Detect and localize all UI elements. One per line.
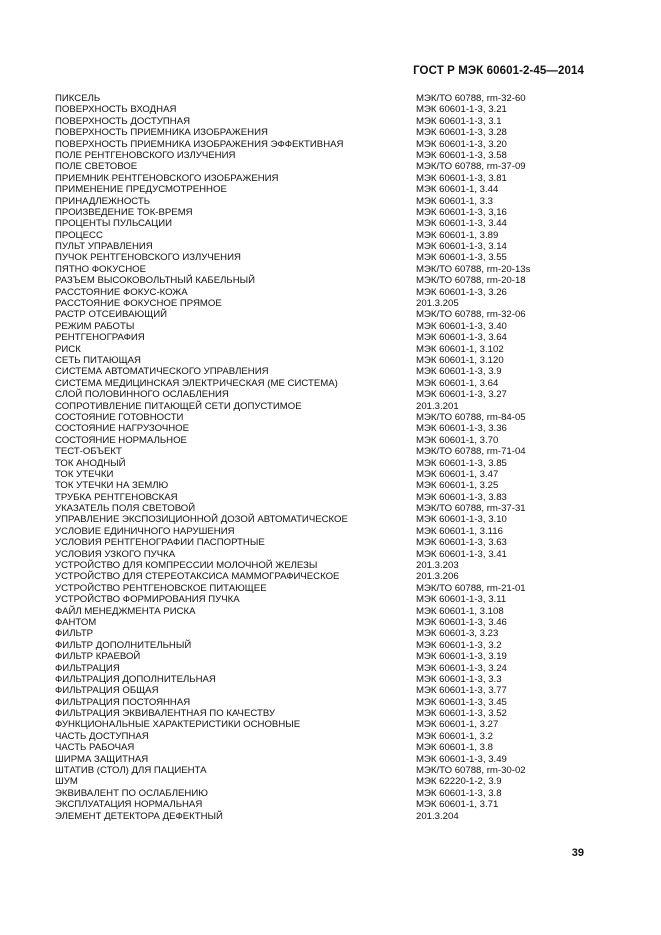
index-reference: МЭК 62220-1-2, 3.9 [416,776,502,788]
index-entry [55,640,590,651]
index-entry [55,708,590,719]
index-term: РАССТОЯНИЕ ФОКУСНОЕ ПРЯМОЕ [55,298,222,310]
index-term: ПОВЕРХНОСТЬ ПРИЕМНИКА ИЗОБРАЖЕНИЯ [55,127,268,139]
index-term: РЕЖИМ РАБОТЫ [55,320,135,332]
index-reference: МЭК 60601-1, 3.27 [416,719,499,731]
index-entry [55,663,590,674]
index-entry [55,139,590,150]
index-entry [55,719,590,730]
index-reference: МЭК/ТО 60788, rm-37-09 [416,161,526,173]
index-term: ФАЙЛ МЕНЕДЖМЕНТА РИСКА [55,605,196,617]
index-reference: 201.3.206 [416,571,459,583]
index-reference: МЭК 60601-1, 3.47 [416,468,499,480]
index-entry [55,287,590,298]
index-entry [55,742,590,753]
index-term: ФИЛЬТРАЦИЯ ПОСТОЯННАЯ [55,696,191,708]
index-entry [55,116,590,127]
index-reference: МЭК 60601-1, 3.120 [416,354,504,366]
index-reference: 201.3.205 [416,298,459,310]
index-term: ПРОИЗВЕДЕНИЕ ТОК-ВРЕМЯ [55,206,193,218]
index-term: ФИЛЬТРАЦИЯ ЭКВИВАЛЕНТНАЯ ПО КАЧЕСТВУ [55,708,275,720]
index-term: ЭКВИВАЛЕНТ ПО ОСЛАБЛЕНИЮ [55,787,208,799]
index-term: ПОЛЕ СВЕТОВОЕ [55,161,138,173]
index-entry [55,628,590,639]
index-term: ПОВЕРХНОСТЬ ВХОДНАЯ [55,104,177,116]
index-entry [55,606,590,617]
index-term: ТРУБКА РЕНТГЕНОВСКАЯ [55,491,178,503]
index-entry [55,184,590,195]
index-term: ТОК УТЕЧКИ НА ЗЕМЛЮ [55,480,169,492]
index-entry [55,435,590,446]
index-entry [55,617,590,628]
index-entry [55,252,590,263]
index-entry [55,788,590,799]
index-reference: МЭК 60601-1-3, 3.63 [416,537,507,549]
index-reference: МЭК 60601-1-3, 3.8 [416,787,502,799]
index-term: ТОК УТЕЧКИ [55,468,114,480]
index-term: РАСТР ОТСЕИВАЮЩИЙ [55,309,167,321]
index-term: РАССТОЯНИЕ ФОКУС-КОЖА [55,286,188,298]
index-term: ШИРМА ЗАЩИТНАЯ [55,753,149,765]
index-entry [55,754,590,765]
index-entry [55,526,590,537]
index-entry [55,731,590,742]
index-entry [55,423,590,434]
index-entry [55,298,590,309]
index-reference: МЭК 60601-1, 3.64 [416,377,499,389]
index-entry [55,275,590,286]
index-term: УСТРОЙСТВО ДЛЯ СТЕРЕОТАКСИСА МАММОГРАФИЧЕСКОЕ [55,571,340,583]
index-reference: МЭК/ТО 60788, rm-20-13s [416,263,531,275]
index-term: ПРИЕМНИК РЕНТГЕНОВСКОГО ИЗОБРАЖЕНИЯ [55,172,279,184]
index-reference: МЭК 60601-1, 3.71 [416,799,499,811]
index-term: РИСК [55,343,81,355]
index-term: ТОК АНОДНЫЙ [55,457,126,469]
index-reference: МЭК/ТО 60788, rm-32-60 [416,93,526,104]
index-entry [55,332,590,343]
index-term: ТЕСТ-ОБЪЕКТ [55,446,122,458]
index-entry [55,218,590,229]
index-reference: МЭК/ТО 60788, rm-20-18 [416,275,526,287]
index-term: ПУЛЬТ УПРАВЛЕНИЯ [55,241,153,253]
index-entry [55,549,590,560]
index-entry [55,93,590,104]
index-term: ПРОЦЕНТЫ ПУЛЬСАЦИИ [55,218,173,230]
index-reference: МЭК 60601-1, 3.89 [416,229,499,241]
index-entry [55,765,590,776]
index-reference: 201.3.204 [416,810,459,822]
index-entry [55,366,590,377]
index-term: УСТРОЙСТВО ФОРМИРОВАНИЯ ПУЧКА [55,594,240,606]
index-reference: МЭК 60601-1-3, 3.64 [416,332,507,344]
index-term: ПРОЦЕСС [55,229,103,241]
index-reference: МЭК 60601-1-3, 3.36 [416,423,507,435]
index-term: СОСТОЯНИЕ ГОТОВНОСТИ [55,411,184,423]
index-term: СИСТЕМА АВТОМАТИЧЕСКОГО УПРАВЛЕНИЯ [55,366,269,378]
index-entry [55,674,590,685]
index-term: ФИЛЬТРАЦИЯ [55,662,120,674]
index-term: ЭКСПЛУАТАЦИЯ НОРМАЛЬНАЯ [55,799,203,811]
page-number: 39 [571,847,584,859]
index-term: ПУЧОК РЕНТГЕНОВСКОГО ИЗЛУЧЕНИЯ [55,252,241,264]
index-reference: МЭК 60601-1-3, 3.26 [416,286,507,298]
index-entry [55,571,590,582]
index-entry [55,594,590,605]
index-reference: МЭК 60601-1-3, 3.83 [416,491,507,503]
index-reference: МЭК 60601-1, 3.2 [416,730,494,742]
index-reference: МЭК 60601-1-3, 3.14 [416,241,507,253]
index-term: СИСТЕМА МЕДИЦИНСКАЯ ЭЛЕКТРИЧЕСКАЯ (МЕ СИСТЕМА) [55,377,338,389]
document-header: ГОСТ Р МЭК 60601-2-45—2014 [413,65,584,77]
index-term: ФИЛЬТРАЦИЯ ОБЩАЯ [55,685,159,697]
index-term: УСТРОЙСТВО ДЛЯ КОМПРЕССИИ МОЛОЧНОЙ ЖЕЛЕЗЫ [55,560,318,572]
index-term: ПЯТНО ФОКУСНОЕ [55,263,147,275]
index-reference: 201.3.203 [416,560,459,572]
index-reference: МЭК 60601-1-3, 3.3 [416,673,502,685]
index-entry [55,196,590,207]
index-reference: МЭК 60601-1, 3.116 [416,525,503,537]
index-entry [55,230,590,241]
index-reference: МЭК 60601-1-3, 3.10 [416,514,507,526]
index-term: ЧАСТЬ РАБОЧАЯ [55,742,135,754]
index-reference: МЭК 60601-1-3, 3.28 [416,127,507,139]
index-entry [55,173,590,184]
index-reference: МЭК 60601-1-3, 3.49 [416,753,507,765]
index-reference: МЭК 60601-1-3, 3.9 [416,366,502,378]
index-reference: МЭК 60601-1, 3.108 [416,605,504,617]
index-entry [55,480,590,491]
index-term: СОСТОЯНИЕ НОРМАЛЬНОЕ [55,434,187,446]
index-term: ШУМ [55,776,78,788]
index-reference: МЭК 60601-1-3, 3.52 [416,708,507,720]
index-reference: МЭК 60601-1-3, 3.1 [416,115,502,127]
index-term: ПИКСЕЛЬ [55,93,101,104]
index-entry [55,583,590,594]
index-reference: МЭК/ТО 60788, rm-71-04 [416,446,526,458]
index-term: ЧАСТЬ ДОСТУПНАЯ [55,730,149,742]
index-term: ФИЛЬТРАЦИЯ ДОПОЛНИТЕЛЬНАЯ [55,673,216,685]
index-term: ФИЛЬТР [55,628,94,640]
index-entry [55,401,590,412]
index-reference: МЭК 60601-3, 3.23 [416,628,499,640]
index-entry [55,150,590,161]
index-term: СОСТОЯНИЕ НАГРУЗОЧНОЕ [55,423,190,435]
index-entry [55,412,590,423]
index-reference: 201.3.201 [416,400,459,412]
term-index-list [55,93,590,822]
index-entry [55,811,590,822]
index-term: ЭЛЕМЕНТ ДЕТЕКТОРА ДЕФЕКТНЫЙ [55,810,223,822]
index-reference: МЭК/ТО 60788, rm-37-31 [416,503,526,515]
index-term: УСЛОВИЯ РЕНТГЕНОГРАФИИ ПАСПОРТНЫЕ [55,537,265,549]
index-entry [55,799,590,810]
index-entry [55,685,590,696]
index-reference: МЭК 60601-1-3, 3.19 [416,651,507,663]
index-term: УКАЗАТЕЛЬ ПОЛЯ СВЕТОВОЙ [55,503,196,515]
index-entry [55,161,590,172]
index-term: УСТРОЙСТВО РЕНТГЕНОВСКОЕ ПИТАЮЩЕЕ [55,582,267,594]
index-entry [55,697,590,708]
index-term: СЕТЬ ПИТАЮЩАЯ [55,354,141,366]
index-term: СЛОЙ ПОЛОВИННОГО ОСЛАБЛЕНИЯ [55,389,229,401]
index-reference: МЭК 60601-1-3, 3.11 [416,594,507,606]
index-term: ПОЛЕ РЕНТГЕНОВСКОГО ИЗЛУЧЕНИЯ [55,149,236,161]
index-reference: МЭК 60601-1-3, 3.40 [416,320,507,332]
index-reference: МЭК 60601-1, 3.25 [416,480,499,492]
index-term: ПРИНАДЛЕЖНОСТЬ [55,195,151,207]
index-reference: МЭК 60601-1-3, 3.45 [416,696,507,708]
index-reference: МЭК 60601-1-3, 3.77 [416,685,507,697]
index-entry [55,344,590,355]
index-term: УСЛОВИЕ ЕДИНИЧНОГО НАРУШЕНИЯ [55,525,235,537]
index-reference: МЭК 60601-1-3, 3,16 [416,206,507,218]
index-entry [55,264,590,275]
index-entry [55,389,590,400]
index-reference: МЭК 60601-1-3, 3.44 [416,218,507,230]
index-entry [55,378,590,389]
index-entry [55,560,590,571]
index-entry [55,241,590,252]
index-term: ШТАТИВ (СТОЛ) ДЛЯ ПАЦИЕНТА [55,765,207,777]
index-term: РЕНТГЕНОГРАФИЯ [55,332,145,344]
index-term: ФАНТОМ [55,616,97,628]
index-reference: МЭК 60601-1, 3.102 [416,343,504,355]
index-entry [55,127,590,138]
index-entry [55,503,590,514]
index-entry [55,207,590,218]
index-reference: МЭК 60601-1-3, 3.27 [416,389,507,401]
index-reference: МЭК/ТО 60788, rm-21-01 [416,582,526,594]
index-term: ФУНКЦИОНАЛЬНЫЕ ХАРАКТЕРИСТИКИ ОСНОВНЫЕ [55,719,301,731]
index-reference: МЭК 60601-1-3, 3.24 [416,662,507,674]
index-term: ПОВЕРХНОСТЬ ПРИЕМНИКА ИЗОБРАЖЕНИЯ ЭФФЕКТИВНАЯ [55,138,344,150]
index-entry [55,469,590,480]
index-reference: МЭК 60601-1-3, 3.21 [416,104,507,116]
index-reference: МЭК 60601-1, 3.44 [416,184,499,196]
index-reference: МЭК 60601-1, 3.8 [416,742,494,754]
index-term: УПРАВЛЕНИЕ ЭКСПОЗИЦИОННОЙ ДОЗОЙ АВТОМАТИЧЕСКОЕ [55,514,348,526]
index-entry [55,309,590,320]
index-term: ФИЛЬТР КРАЕВОЙ [55,651,141,663]
index-entry [55,321,590,332]
index-entry [55,776,590,787]
index-entry [55,537,590,548]
index-term: СОПРОТИВЛЕНИЕ ПИТАЮЩЕЙ СЕТИ ДОПУСТИМОЕ [55,400,302,412]
index-reference: МЭК 60601-1-3, 3.41 [416,548,507,560]
index-reference: МЭК/ТО 60788, rm-84-05 [416,411,526,423]
index-entry [55,458,590,469]
index-term: ФИЛЬТР ДОПОЛНИТЕЛЬНЫЙ [55,639,192,651]
index-entry [55,104,590,115]
index-reference: МЭК/ТО 60788, rm-32-06 [416,309,526,321]
index-reference: МЭК 60601-1-3, 3.20 [416,138,507,150]
index-entry [55,492,590,503]
index-reference: МЭК 60601-1-3, 3.85 [416,457,507,469]
index-term: РАЗЪЕМ ВЫСОКОВОЛЬТНЫЙ КАБЕЛЬНЫЙ [55,275,256,287]
index-reference: МЭК 60601-1-3, 3.2 [416,639,502,651]
index-reference: МЭК 60601-1-3, 3.46 [416,616,507,628]
index-term: ПРИМЕНЕНИЕ ПРЕДУСМОТРЕННОЕ [55,184,227,196]
index-reference: МЭК 60601-1, 3.70 [416,434,499,446]
index-term: ПОВЕРХНОСТЬ ДОСТУПНАЯ [55,115,191,127]
index-reference: МЭК 60601-1-3, 3.81 [416,172,507,184]
index-term: УСЛОВИЯ УЗКОГО ПУЧКА [55,548,176,560]
index-entry [55,446,590,457]
index-entry [55,651,590,662]
index-entry [55,514,590,525]
index-reference: МЭК 60601-1, 3.3 [416,195,494,207]
index-reference: МЭК 60601-1-3, 3.58 [416,149,507,161]
index-reference: МЭК 60601-1-3, 3.55 [416,252,507,264]
index-reference: МЭК/ТО 60788, rm-30-02 [416,765,526,777]
index-entry [55,355,590,366]
